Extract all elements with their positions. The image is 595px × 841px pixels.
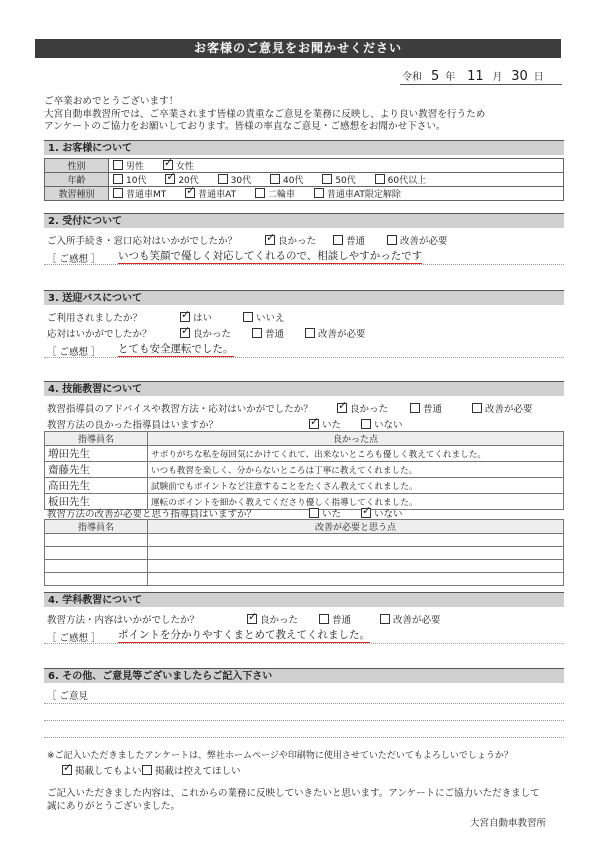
instructor-name[interactable]: 高田先生 <box>45 478 148 494</box>
option-label: 20代 <box>178 176 199 186</box>
section-heading-classroom: 4. 学科教習について <box>44 592 564 607</box>
option-label: いいえ <box>256 313 285 324</box>
skill-improve-option[interactable] <box>472 401 533 415</box>
reception-question: ご入所手続き・窓口応対はいかがでしたか？ <box>47 236 238 247</box>
option-label: 改善が必要 <box>400 236 448 247</box>
section-heading-other: 6. その他、ご意見等ございましたらご記入下さい <box>44 668 564 683</box>
bus-usage-row <box>47 310 562 324</box>
good-instructor-no-option[interactable] <box>361 417 403 431</box>
option-label: 普通車MT <box>126 190 167 200</box>
table-row <box>45 478 564 494</box>
option-label: 改善が必要 <box>393 615 441 626</box>
checkbox-checked-icon[interactable] <box>247 614 257 624</box>
checkbox-checked-icon[interactable] <box>180 328 190 338</box>
checkbox-icon[interactable] <box>218 174 228 184</box>
date-day[interactable]: 30 <box>511 69 528 84</box>
date-day-unit: 日 <box>533 72 544 83</box>
publish-options <box>62 763 462 777</box>
good-point[interactable]: いつも教習を楽しく、分からないところは丁寧に教えてくれました。 <box>148 462 564 478</box>
checkbox-icon[interactable] <box>113 188 123 198</box>
classroom-comment[interactable]: ポイントを分かりやすくまとめて教えてくれました。 <box>118 629 370 641</box>
option-label: 普通 <box>346 236 366 247</box>
checkbox-checked-icon[interactable] <box>337 403 347 413</box>
table-row <box>45 534 564 547</box>
checkbox-icon[interactable] <box>472 403 482 413</box>
improve-point-cell[interactable] <box>148 547 564 560</box>
table-row <box>45 446 564 462</box>
option-label: 普通 <box>332 615 352 626</box>
option-label: 普通 <box>265 329 285 340</box>
good-instructor-yes-option[interactable] <box>309 417 341 431</box>
date-line <box>402 68 562 84</box>
bus-comment[interactable]: とても安全運転でした。 <box>118 343 234 355</box>
age-10s-option[interactable] <box>113 173 146 186</box>
classroom-question-row <box>47 612 562 626</box>
course-motorcycle-option[interactable] <box>255 187 295 200</box>
bus-service-row <box>47 326 562 340</box>
reception-normal-option[interactable] <box>333 233 365 247</box>
gender-options <box>109 159 564 173</box>
instructor-name[interactable]: 増田先生 <box>45 446 148 462</box>
improve-instructor-row <box>47 506 562 520</box>
good-point[interactable]: サボりがちな私を毎回気にかけてくれて、出来ないところも優しく教えてくれました。 <box>148 446 564 462</box>
instructor-name-cell[interactable] <box>45 560 148 573</box>
age-40s-option[interactable] <box>270 173 303 186</box>
skill-normal-option[interactable] <box>410 401 442 415</box>
bus-comment-label: ［ ご感想 ］ <box>47 347 101 358</box>
intro-line-1: ご卒業おめでとうございます！ <box>44 96 179 107</box>
good-point[interactable]: 運転のポイントを細かく教えてくださり優しく指導してくれました。 <box>148 494 564 510</box>
table-header-row <box>45 432 564 446</box>
course-at-option[interactable] <box>185 187 236 200</box>
gender-label: 性別 <box>45 159 109 173</box>
checkbox-icon[interactable] <box>314 188 324 198</box>
table-row <box>45 547 564 560</box>
customer-table <box>44 158 564 201</box>
age-60s-option[interactable] <box>375 173 426 186</box>
comment-rule <box>44 643 564 644</box>
improve-instructor-yes-option[interactable] <box>309 506 341 520</box>
checkbox-icon[interactable] <box>361 419 371 429</box>
comment-rule <box>44 264 564 265</box>
course-at-release-option[interactable] <box>314 187 401 200</box>
reception-good-option[interactable] <box>265 233 316 247</box>
checkbox-checked-icon[interactable] <box>62 765 72 775</box>
row-gender <box>45 159 564 173</box>
publish-ok-option[interactable] <box>62 766 142 777</box>
reception-improve-option[interactable] <box>387 233 448 247</box>
checkbox-checked-icon[interactable] <box>180 312 190 322</box>
option-label: 40代 <box>282 176 304 186</box>
improve-point-cell[interactable] <box>148 573 564 586</box>
checkbox-icon[interactable] <box>252 328 262 338</box>
checkbox-icon[interactable] <box>270 174 280 184</box>
option-label: 良かった <box>193 329 232 340</box>
intro-line-3: アンケートのご協力をお願いしております。皆様の率直なご意見・ご感想をお聞かせ下さい。 <box>44 121 446 132</box>
checkbox-checked-icon[interactable] <box>265 235 275 245</box>
checkbox-icon[interactable] <box>375 174 385 184</box>
gender-male-option[interactable] <box>113 159 144 172</box>
checkbox-icon[interactable] <box>322 174 332 184</box>
good-point[interactable]: 試験前でもポイントなど注意することをたくさん教えてくれました。 <box>148 478 564 494</box>
section-heading-reception: 2. 受付について <box>44 213 564 228</box>
intro-text <box>44 96 564 134</box>
bus-improve-option[interactable] <box>305 326 366 340</box>
course-mt-option[interactable] <box>113 187 166 200</box>
option-label: 改善が必要 <box>485 404 533 415</box>
bus-service-question: 応対はいかがでしたか？ <box>47 329 152 340</box>
date-month[interactable]: 11 <box>467 69 484 84</box>
option-label: 30代 <box>230 176 252 186</box>
classroom-normal-option[interactable] <box>319 612 351 626</box>
row-course <box>45 187 564 201</box>
reception-comment[interactable]: いつも笑顔で優しく対応してくれるので、相談しやすかったです <box>118 250 423 262</box>
col-instructor-name: 指導員名 <box>45 432 148 446</box>
classroom-comment-label: ［ ご感想 ］ <box>47 633 101 644</box>
publish-ng-option[interactable] <box>142 763 241 777</box>
other-comment-line-3[interactable] <box>44 737 564 738</box>
table-header-row <box>45 520 564 534</box>
classroom-question: 教習方法・内容はいかがでしたか？ <box>47 615 200 626</box>
col-good-point: 良かった点 <box>148 432 564 446</box>
checkbox-icon[interactable] <box>113 160 123 170</box>
checkbox-icon[interactable] <box>142 765 152 775</box>
good-instructor-row <box>47 417 562 431</box>
option-label: いた <box>322 509 342 520</box>
date-era: 令和 <box>402 72 422 83</box>
skill-good-option[interactable] <box>337 401 388 415</box>
comment-label-text: ご感想 <box>59 347 89 358</box>
table-row <box>45 560 564 573</box>
checkbox-icon[interactable] <box>319 614 329 624</box>
option-label: 普通 <box>423 404 443 415</box>
date-year-unit: 年 <box>445 72 456 83</box>
option-label: いない <box>374 509 403 520</box>
option-label: 女性 <box>175 162 194 172</box>
thanks-text <box>47 787 567 813</box>
instructor-name-cell[interactable] <box>45 547 148 560</box>
section-heading-customer: 1. お客様について <box>44 140 564 155</box>
skill-instructor-row <box>47 401 562 415</box>
date-year[interactable]: 5 <box>431 69 440 84</box>
checkbox-checked-icon[interactable] <box>361 508 371 518</box>
skill-instructor-question: 教習指導員のアドバイスや教習方法・応対はいかがでしたか？ <box>47 404 313 415</box>
checkbox-icon[interactable] <box>113 174 123 184</box>
classroom-improve-option[interactable] <box>380 612 441 626</box>
checkbox-checked-icon[interactable] <box>185 188 195 198</box>
bus-usage-question: ご利用されましたか？ <box>47 313 143 324</box>
age-options <box>109 173 564 187</box>
col-improve-point: 改善が必要と思う点 <box>148 520 564 534</box>
table-row <box>45 573 564 586</box>
thanks-line-2: 誠にありがとうございました。 <box>47 801 181 812</box>
age-50s-option[interactable] <box>322 173 355 186</box>
table-row <box>45 462 564 478</box>
bus-no-option[interactable] <box>243 310 285 324</box>
bus-good-option[interactable] <box>180 326 231 340</box>
improve-instructor-no-option[interactable] <box>361 506 403 520</box>
good-instructor-table <box>44 431 564 510</box>
checkbox-icon[interactable] <box>243 312 253 322</box>
option-label: いた <box>322 420 342 431</box>
checkbox-checked-icon[interactable] <box>165 174 175 184</box>
reception-comment-label: ［ ご感想 ］ <box>47 254 101 265</box>
comment-label-text: ご感想 <box>59 633 89 644</box>
other-comment-line-1[interactable] <box>44 703 564 704</box>
course-options <box>109 187 564 201</box>
option-label: 60代以上 <box>387 176 427 186</box>
instructor-name[interactable]: 板田先生 <box>45 494 148 510</box>
option-label: 掲載は控えてほしい <box>155 766 241 777</box>
thanks-line-1: ご記入いただきました内容は、これからの業務に反映していきたいと思います。アンケートにご協力いただきまして <box>47 788 540 799</box>
option-label: はい <box>193 313 213 324</box>
row-age <box>45 173 564 187</box>
option-label: 良かった <box>260 615 299 626</box>
checkbox-icon[interactable] <box>305 328 315 338</box>
option-label: 良かった <box>278 236 317 247</box>
option-label: 10代 <box>126 176 147 186</box>
reception-question-row <box>47 233 562 247</box>
option-label: 普通車AT <box>198 190 237 200</box>
good-instructor-question: 教習方法の良かった指導員はいますか？ <box>47 420 219 431</box>
checkbox-checked-icon[interactable] <box>163 160 173 170</box>
checkbox-checked-icon[interactable] <box>309 419 319 429</box>
col-instructor-name: 指導員名 <box>45 520 148 534</box>
improve-instructor-question: 教習方法の改善が必要と思う指導員はいますか？ <box>47 509 257 520</box>
publish-note: ※ご記入いただきましたアンケートは、弊社ホームページや印刷物に使用させていただいてもよろしいでしょうか？ <box>47 751 513 761</box>
option-label: 50代 <box>335 176 356 186</box>
improve-point-cell[interactable] <box>148 560 564 573</box>
improve-instructor-table <box>44 519 564 586</box>
page-title: お客様のご意見をお聞かせください <box>35 39 561 58</box>
age-30s-option[interactable] <box>218 173 251 186</box>
section-heading-bus: 3. 送迎バスについて <box>44 290 564 305</box>
checkbox-icon[interactable] <box>333 235 343 245</box>
checkbox-icon[interactable] <box>380 614 390 624</box>
option-label: いない <box>374 420 403 431</box>
instructor-name-cell[interactable] <box>45 534 148 547</box>
comment-rule <box>44 357 564 358</box>
bus-yes-option[interactable] <box>180 310 212 324</box>
option-label: 二輪車 <box>267 190 295 200</box>
instructor-name-cell[interactable] <box>45 573 148 586</box>
age-label: 年齢 <box>45 173 109 187</box>
improve-point-cell[interactable] <box>148 534 564 547</box>
classroom-good-option[interactable] <box>247 612 298 626</box>
other-comment-label: ［ ご意見 <box>47 691 89 702</box>
checkbox-icon[interactable] <box>255 188 265 198</box>
bus-normal-option[interactable] <box>252 326 284 340</box>
section-heading-skill: 4. 技能教習について <box>44 381 564 396</box>
comment-label-text: ご意見 <box>59 691 89 702</box>
intro-line-2: 大宮自動車教習所では、ご卒業されます皆様の貴重なご意見を業務に反映し、より良い教習を行うため <box>44 108 486 120</box>
course-label: 教習種別 <box>45 187 109 201</box>
checkbox-icon[interactable] <box>309 508 319 518</box>
date-month-unit: 月 <box>492 72 503 83</box>
option-label: 男性 <box>126 162 145 172</box>
option-label: 掲載してもよい <box>75 766 142 777</box>
company-name: 大宮自動車教習所 <box>470 818 547 829</box>
other-comment-line-2[interactable] <box>44 720 564 721</box>
checkbox-icon[interactable] <box>410 403 420 413</box>
option-label: 改善が必要 <box>318 329 366 340</box>
checkbox-icon[interactable] <box>387 235 397 245</box>
instructor-name[interactable]: 齋藤先生 <box>45 462 148 478</box>
comment-label-text: ご感想 <box>59 254 89 265</box>
option-label: 良かった <box>350 404 389 415</box>
date-underline <box>400 84 562 85</box>
option-label: 普通車AT限定解除 <box>326 190 401 200</box>
